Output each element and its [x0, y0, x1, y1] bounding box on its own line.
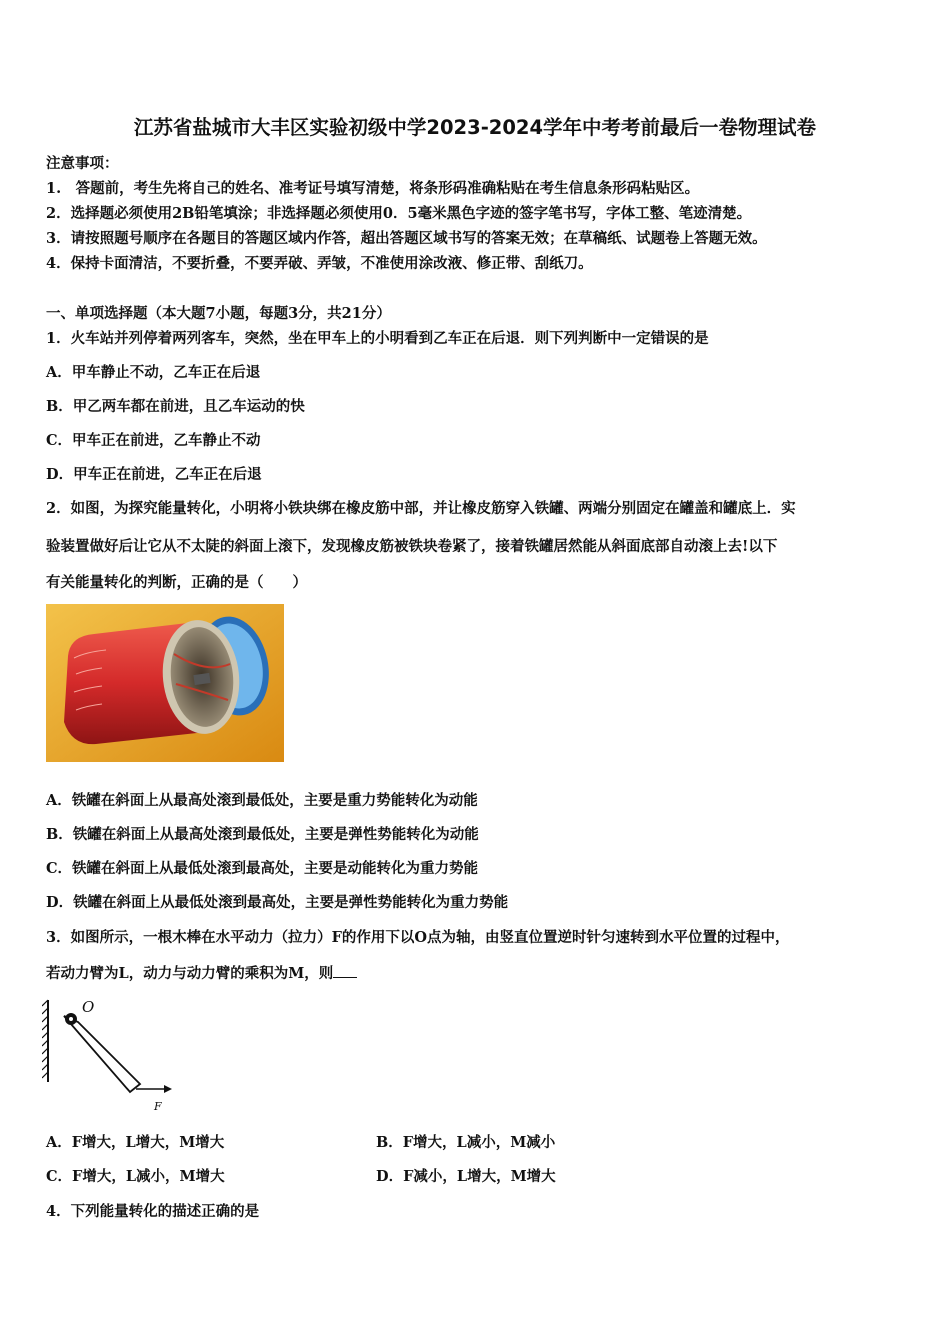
notes-heading: 注意事项：	[46, 155, 119, 172]
q1-stem: 1．火车站并列停着两列客车，突然，坐在甲车上的小明看到乙车正在后退．则下列判断中一定错误的是	[46, 330, 709, 347]
page-title: 江苏省盐城市大丰区实验初级中学2023-2024学年中考考前最后一卷物理试卷	[133, 116, 817, 139]
answer-blank	[333, 963, 357, 978]
q1-option-a: A．甲车静止不动，乙车正在后退	[46, 364, 261, 381]
force-label: F	[154, 1100, 162, 1113]
can-experiment-photo	[46, 604, 284, 762]
q1-option-d: D．甲车正在前进，乙车正在后退	[46, 466, 262, 483]
note-item: 4．保持卡面清洁，不要折叠，不要弄破、弄皱，不准使用涂改液、修正带、刮纸刀。	[46, 255, 593, 272]
note-item: 2．选择题必须使用2B铅笔填涂；非选择题必须使用0．5毫米黑色字迹的签字笔书写，字体工整、笔迹清楚。	[46, 205, 752, 222]
pivot-label: O	[82, 998, 95, 1016]
q3-option-a: A．F增大，L增大，M增大	[46, 1134, 225, 1151]
note-item: 3．请按照题号顺序在各题目的答题区域内作答，超出答题区域书写的答案无效；在草稿纸、试题卷上答题无效。	[46, 230, 767, 247]
q2-option-a: A．铁罐在斜面上从最高处滚到最低处，主要是重力势能转化为动能	[46, 792, 478, 809]
section-heading: 一、单项选择题（本大题7小题，每题3分，共21分）	[46, 305, 391, 322]
note-item: 1. 答题前，考生先将自己的姓名、准考证号填写清楚，将条形码准确粘贴在考生信息条形码粘贴区。	[46, 180, 700, 197]
lever-diagram	[42, 996, 178, 1114]
q3-stem-line: 3．如图所示，一根木棒在水平动力（拉力）F的作用下以O点为轴，由竖直位置逆时针匀速转到水平位置的过程中，	[46, 929, 790, 946]
q1-option-b: B．甲乙两车都在前进，且乙车运动的快	[46, 398, 305, 415]
q3-option-b: B．F增大，L减小，M减小	[376, 1134, 556, 1151]
q2-stem-line: 验装置做好后让它从不太陡的斜面上滚下，发现橡皮筋被铁块卷紧了，接着铁罐居然能从斜面底部自动滚上去!以下	[46, 538, 778, 555]
q2-option-d: D．铁罐在斜面上从最低处滚到最高处，主要是弹性势能转化为重力势能	[46, 894, 509, 911]
q2-stem-line: 有关能量转化的判断，正确的是（ ）	[46, 574, 307, 591]
q3-option-c: C．F增大，L减小，M增大	[46, 1168, 225, 1185]
q3-stem-text: 若动力臂为L，动力与动力臂的乘积为M，则	[46, 965, 334, 982]
q2-option-b: B．铁罐在斜面上从最高处滚到最低处，主要是弹性势能转化为动能	[46, 826, 479, 843]
q3-option-d: D．F减小，L增大，M增大	[376, 1168, 556, 1185]
q2-option-c: C．铁罐在斜面上从最低处滚到最高处，主要是动能转化为重力势能	[46, 860, 479, 877]
q1-option-c: C．甲车正在前进，乙车静止不动	[46, 432, 261, 449]
q2-stem-line: 2．如图，为探究能量转化，小明将小铁块绑在橡皮筋中部，并让橡皮筋穿入铁罐、两端分别固定在罐盖和罐底上．实	[46, 500, 796, 517]
q3-stem-line	[46, 962, 357, 983]
q4-stem: 4．下列能量转化的描述正确的是	[46, 1203, 260, 1220]
